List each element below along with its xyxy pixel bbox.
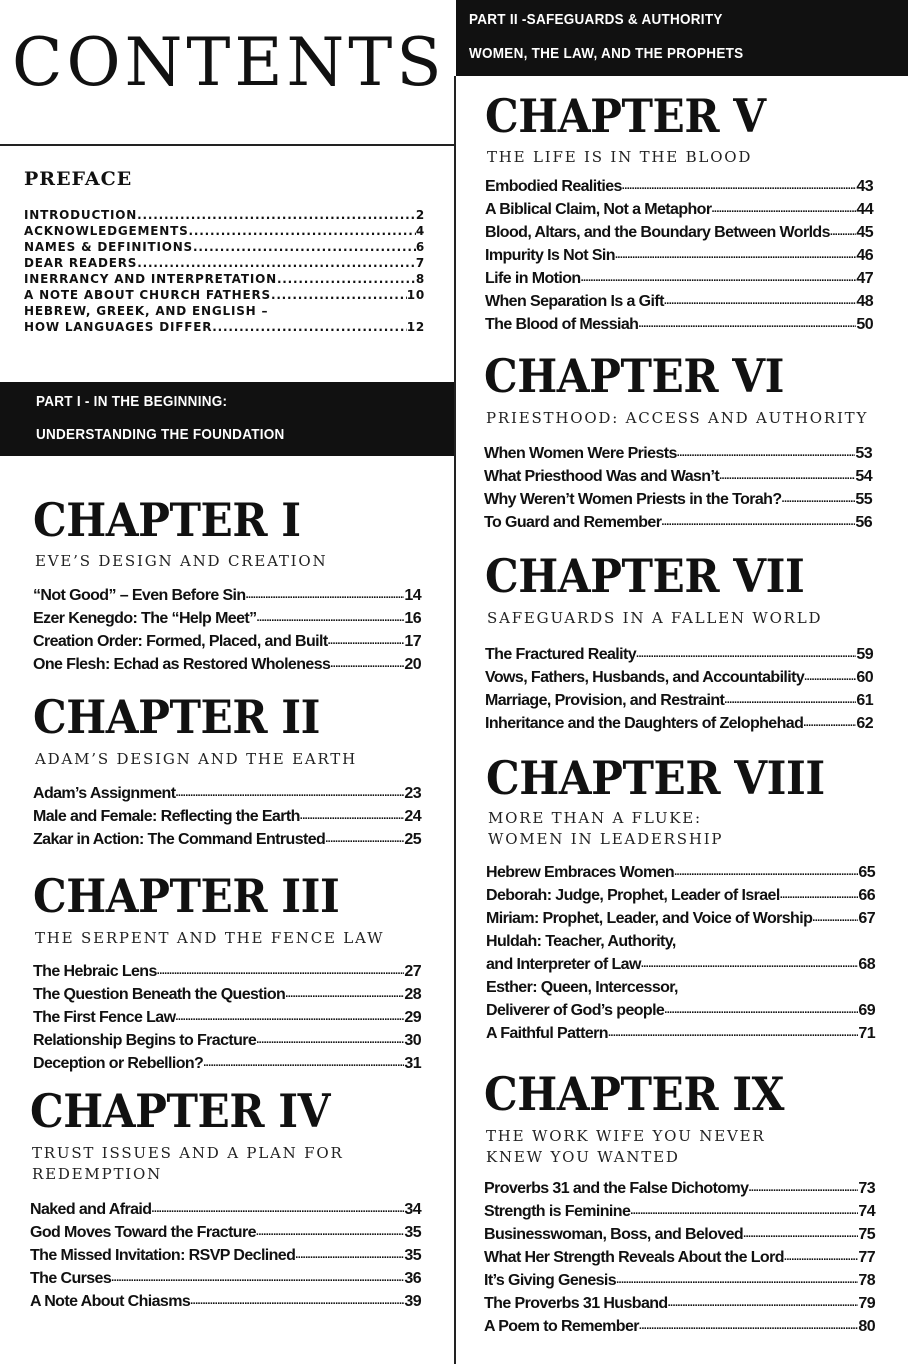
entry-page: 45 xyxy=(856,224,873,241)
toc-entry xyxy=(30,1244,421,1267)
entry-title: HEBREW, GREEK, AND ENGLISH – xyxy=(24,304,269,318)
entry-page: 69 xyxy=(858,1002,875,1019)
entry-page: 43 xyxy=(856,178,873,195)
dot-leader xyxy=(630,1200,858,1223)
entry-page: 74 xyxy=(858,1203,875,1220)
preface-entry xyxy=(24,223,425,239)
chapter-title: CHAPTER VIII xyxy=(486,751,825,805)
entry-title: Strength is Feminine xyxy=(484,1203,631,1220)
entry-page: 79 xyxy=(858,1295,875,1312)
part-one-subtitle: UNDERSTANDING THE FOUNDATION xyxy=(36,426,285,443)
entry-title: Relationship Begins to Fracture xyxy=(33,1032,257,1049)
toc-entry xyxy=(33,1006,421,1029)
toc-entry xyxy=(485,175,873,198)
entry-title: To Guard and Remember xyxy=(484,514,662,531)
dot-leader xyxy=(157,960,405,983)
entry-page: 4 xyxy=(415,224,425,238)
entry-title: Proverbs 31 and the False Dichotomy xyxy=(484,1180,749,1197)
entry-title: God Moves Toward the Fracture xyxy=(30,1224,256,1241)
entry-page: 16 xyxy=(404,610,421,627)
entry-page: 39 xyxy=(404,1293,421,1310)
chapter-title: CHAPTER VII xyxy=(485,549,805,603)
dot-leader xyxy=(203,1052,404,1075)
entry-page: 53 xyxy=(855,445,872,462)
chapter-title: CHAPTER III xyxy=(33,869,340,923)
chapter-subtitle-line: MORE THAN A FLUKE: xyxy=(488,809,702,827)
entry-title: HOW LANGUAGES DIFFER xyxy=(24,320,213,334)
entry-page: 8 xyxy=(415,272,425,286)
preface-entry xyxy=(24,303,425,319)
entry-title: The Blood of Messiah xyxy=(485,316,639,333)
toc-entry xyxy=(484,488,872,511)
toc-entry xyxy=(485,666,873,689)
entry-page: 29 xyxy=(404,1009,421,1026)
entry-title: The Question Beneath the Question xyxy=(33,986,286,1003)
entry-page: 30 xyxy=(404,1032,421,1049)
toc-entry xyxy=(484,1200,875,1223)
entry-title: What Priesthood Was and Wasn’t xyxy=(484,468,720,485)
entry-page: 28 xyxy=(404,986,421,1003)
entry-title: It’s Giving Genesis xyxy=(484,1272,617,1289)
part-one-title: PART I - IN THE BEGINNING: xyxy=(36,393,228,410)
column-divider xyxy=(454,76,456,1364)
toc-entry xyxy=(485,313,873,336)
chapter-title: CHAPTER II xyxy=(33,690,320,744)
dot-leader xyxy=(137,255,416,271)
dot-leader xyxy=(175,782,404,805)
chapter-subtitle xyxy=(35,928,384,949)
dot-leader xyxy=(137,207,416,223)
entry-page: 24 xyxy=(404,808,421,825)
chapter-entries xyxy=(485,175,873,336)
dot-leader xyxy=(277,271,416,287)
dot-leader xyxy=(256,1029,404,1052)
entry-title: A Note About Chiasms xyxy=(30,1293,191,1310)
dot-leader xyxy=(804,666,856,689)
entry-title: Blood, Altars, and the Boundary Between Worlds xyxy=(485,224,830,241)
entry-title: One Flesh: Echad as Restored Wholeness xyxy=(33,656,331,673)
entry-page: 27 xyxy=(404,963,421,980)
chapter-title: CHAPTER IV xyxy=(30,1084,331,1138)
entry-title: The Curses xyxy=(30,1270,112,1287)
chapter-subtitle-line: REDEMPTION xyxy=(32,1165,163,1183)
toc-entry xyxy=(33,805,421,828)
chapter-subtitle-line: KNEW YOU WANTED xyxy=(486,1148,680,1166)
entry-title: When Separation Is a Gift xyxy=(485,293,664,310)
toc-entry xyxy=(484,1315,875,1338)
dot-leader xyxy=(748,1177,858,1200)
chapter-subtitle-line: PRIESTHOOD: ACCESS AND AUTHORITY xyxy=(486,409,869,427)
part-one-banner xyxy=(0,382,454,456)
dot-leader xyxy=(295,1244,404,1267)
chapter-title: CHAPTER IX xyxy=(484,1067,785,1121)
dot-leader xyxy=(661,511,855,534)
entry-page: 59 xyxy=(856,646,873,663)
entry-title: Ezer Kenegdo: The “Help Meet” xyxy=(33,610,257,627)
dot-leader xyxy=(190,1290,404,1313)
entry-page: 44 xyxy=(856,201,873,218)
chapter-subtitle-line: EVE’S DESIGN AND CREATION xyxy=(35,552,328,570)
entry-title: Deborah: Judge, Prophet, Leader of Israel xyxy=(486,887,780,904)
dot-leader xyxy=(639,1315,859,1338)
entry-title: Huldah: Teacher, Authority, xyxy=(486,933,676,950)
entry-title: Deception or Rebellion? xyxy=(33,1055,204,1072)
entry-title: Businesswoman, Boss, and Beloved xyxy=(484,1226,744,1243)
dot-leader xyxy=(175,1006,404,1029)
dot-leader xyxy=(246,584,405,607)
entry-page: 34 xyxy=(404,1201,421,1218)
toc-entry xyxy=(30,1198,421,1221)
entry-title: INTRODUCTION xyxy=(24,208,138,222)
part-two-subtitle: WOMEN, THE LAW, AND THE PROPHETS xyxy=(469,45,744,62)
entry-title: The Hebraic Lens xyxy=(33,963,157,980)
chapter-subtitle xyxy=(35,551,327,572)
preface-entry xyxy=(24,319,425,335)
toc-entry xyxy=(485,221,873,244)
dot-leader xyxy=(328,630,405,653)
entry-page: 62 xyxy=(856,715,873,732)
toc-entry xyxy=(33,782,421,805)
dot-leader xyxy=(676,930,875,953)
chapter-entries xyxy=(485,643,873,735)
entry-page: 67 xyxy=(858,910,875,927)
dot-leader xyxy=(678,976,875,999)
dot-leader xyxy=(803,712,856,735)
dot-leader xyxy=(608,1022,858,1045)
entry-page: 80 xyxy=(858,1318,875,1335)
chapter-subtitle xyxy=(486,408,868,429)
entry-page: 61 xyxy=(856,692,873,709)
dot-leader xyxy=(664,999,858,1022)
entry-page: 35 xyxy=(404,1224,421,1241)
entry-title: Creation Order: Formed, Placed, and Built xyxy=(33,633,328,650)
dot-leader xyxy=(830,221,857,244)
chapter-subtitle-line: TRUST ISSUES AND A PLAN FOR xyxy=(32,1144,344,1162)
toc-entry xyxy=(486,930,875,953)
toc-entry xyxy=(484,511,872,534)
toc-entry xyxy=(33,584,421,607)
toc-entry xyxy=(30,1290,421,1313)
dot-leader xyxy=(300,805,405,828)
dot-leader xyxy=(581,267,857,290)
toc-entry xyxy=(484,1177,875,1200)
entry-title: The Fractured Reality xyxy=(485,646,637,663)
entry-page: 23 xyxy=(404,785,421,802)
entry-title: DEAR READERS xyxy=(24,256,138,270)
entry-title: Impurity Is Not Sin xyxy=(485,247,615,264)
toc-entry xyxy=(33,630,421,653)
toc-entry xyxy=(484,1223,875,1246)
entry-title: Marriage, Provision, and Restraint xyxy=(485,692,725,709)
entry-page: 7 xyxy=(415,256,425,270)
chapter-subtitle xyxy=(32,1143,344,1185)
entry-title: INERRANCY AND INTERPRETATION xyxy=(24,272,277,286)
entry-page: 60 xyxy=(856,669,873,686)
entry-page: 17 xyxy=(404,633,421,650)
dot-leader xyxy=(636,643,856,666)
dot-leader xyxy=(677,442,856,465)
entry-title: ACKNOWLEDGEMENTS xyxy=(24,224,189,238)
dot-leader xyxy=(812,907,858,930)
dot-leader xyxy=(616,1269,858,1292)
chapter-title: CHAPTER I xyxy=(33,493,301,547)
dot-leader xyxy=(325,828,404,851)
entry-title: What Her Strength Reveals About the Lord xyxy=(484,1249,784,1266)
preface-entry xyxy=(24,255,425,271)
chapter-subtitle xyxy=(486,1126,765,1168)
title-divider xyxy=(0,144,455,146)
entry-title: Miriam: Prophet, Leader, and Voice of Worship xyxy=(486,910,813,927)
entry-title: Embodied Realities xyxy=(485,178,622,195)
entry-page: 75 xyxy=(858,1226,875,1243)
entry-page: 46 xyxy=(856,247,873,264)
dot-leader xyxy=(271,287,407,303)
entry-title: Zakar in Action: The Command Entrusted xyxy=(33,831,326,848)
chapter-title: CHAPTER VI xyxy=(484,349,785,403)
entry-title: Why Weren’t Women Priests in the Torah? xyxy=(484,491,782,508)
toc-entry xyxy=(485,290,873,313)
toc-entry xyxy=(486,999,875,1022)
toc-entry xyxy=(485,712,873,735)
dot-leader xyxy=(743,1223,858,1246)
toc-entry xyxy=(30,1221,421,1244)
toc-entry xyxy=(484,1292,875,1315)
entry-title: A NOTE ABOUT CHURCH FATHERS xyxy=(24,288,271,302)
dot-leader xyxy=(257,607,405,630)
entry-page: 25 xyxy=(404,831,421,848)
entry-page: 14 xyxy=(404,587,421,604)
preface-list xyxy=(24,207,425,335)
entry-title: “Not Good” – Even Before Sin xyxy=(33,587,246,604)
toc-entry xyxy=(486,907,875,930)
toc-entry xyxy=(484,442,872,465)
entry-page: 65 xyxy=(858,864,875,881)
toc-entry xyxy=(33,1029,421,1052)
entry-page: 66 xyxy=(858,887,875,904)
preface-heading: PREFACE xyxy=(24,168,133,190)
entry-page: 68 xyxy=(858,956,875,973)
dot-leader xyxy=(780,884,859,907)
chapter-title: CHAPTER V xyxy=(485,89,766,143)
toc-entry xyxy=(486,953,875,976)
entry-page: 6 xyxy=(415,240,425,254)
dot-leader xyxy=(151,1198,404,1221)
dot-leader xyxy=(256,1221,404,1244)
chapter-entries xyxy=(486,861,875,1045)
toc-entry xyxy=(485,244,873,267)
entry-page: 78 xyxy=(858,1272,875,1289)
entry-title: NAMES & DEFINITIONS xyxy=(24,240,193,254)
chapter-subtitle-line: THE WORK WIFE YOU NEVER xyxy=(486,1127,766,1145)
entry-page: 77 xyxy=(858,1249,875,1266)
toc-entry xyxy=(486,976,875,999)
chapter-subtitle-line: ADAM’S DESIGN AND THE EARTH xyxy=(35,750,357,768)
entry-page: 10 xyxy=(406,288,425,302)
entry-page: 73 xyxy=(858,1180,875,1197)
toc-entry xyxy=(484,1269,875,1292)
toc-entry xyxy=(33,653,421,676)
dot-leader xyxy=(212,319,406,335)
chapter-subtitle-line: THE LIFE IS IN THE BLOOD xyxy=(487,148,753,166)
dot-leader xyxy=(674,861,858,884)
toc-entry xyxy=(33,983,421,1006)
entry-page: 31 xyxy=(404,1055,421,1072)
toc-entry xyxy=(33,960,421,983)
chapter-entries xyxy=(30,1198,421,1313)
dot-leader xyxy=(111,1267,404,1290)
entry-page: 35 xyxy=(404,1247,421,1264)
chapter-entries xyxy=(484,442,872,534)
dot-leader xyxy=(711,198,856,221)
entry-title: Inheritance and the Daughters of Zelophehad xyxy=(485,715,804,732)
contents-title: CONTENTS xyxy=(12,24,446,101)
entry-title: The Missed Invitation: RSVP Declined xyxy=(30,1247,296,1264)
toc-entry xyxy=(484,465,872,488)
toc-entry xyxy=(485,643,873,666)
chapter-subtitle xyxy=(488,808,723,850)
entry-page: 36 xyxy=(404,1270,421,1287)
preface-entry xyxy=(24,287,425,303)
entry-title: A Faithful Pattern xyxy=(486,1025,608,1042)
entry-title: The Proverbs 31 Husband xyxy=(484,1295,668,1312)
part-two-title: PART II -SAFEGUARDS & AUTHORITY xyxy=(469,11,723,28)
entry-page: 20 xyxy=(404,656,421,673)
chapter-subtitle xyxy=(487,147,752,168)
entry-title: Male and Female: Reflecting the Earth xyxy=(33,808,300,825)
chapter-subtitle-line: SAFEGUARDS IN A FALLEN WORLD xyxy=(487,609,823,627)
entry-page: 47 xyxy=(856,270,873,287)
chapter-entries xyxy=(33,782,421,851)
toc-entry xyxy=(484,1246,875,1269)
entry-page: 71 xyxy=(858,1025,875,1042)
entry-page: 50 xyxy=(856,316,873,333)
entry-page: 12 xyxy=(406,320,425,334)
toc-entry xyxy=(486,884,875,907)
entry-title: Life in Motion xyxy=(485,270,581,287)
entry-page: 54 xyxy=(855,468,872,485)
toc-entry xyxy=(485,198,873,221)
toc-entry xyxy=(486,861,875,884)
dot-leader xyxy=(641,953,859,976)
chapter-subtitle-line: THE SERPENT AND THE FENCE LAW xyxy=(35,929,385,947)
entry-title: The First Fence Law xyxy=(33,1009,176,1026)
dot-leader xyxy=(664,290,857,313)
dot-leader xyxy=(330,653,404,676)
toc-entry xyxy=(485,689,873,712)
toc-entry xyxy=(486,1022,875,1045)
chapter-subtitle xyxy=(487,608,822,629)
toc-entry xyxy=(33,828,421,851)
dot-leader xyxy=(719,465,855,488)
toc-entry xyxy=(33,1052,421,1075)
preface-entry xyxy=(24,207,425,223)
entry-page: 48 xyxy=(856,293,873,310)
toc-entry xyxy=(30,1267,421,1290)
entry-title: When Women Were Priests xyxy=(484,445,677,462)
dot-leader xyxy=(724,689,856,712)
entry-page: 56 xyxy=(855,514,872,531)
entry-title: A Biblical Claim, Not a Metaphor xyxy=(485,201,712,218)
entry-title: Vows, Fathers, Husbands, and Accountability xyxy=(485,669,805,686)
entry-title: Esther: Queen, Intercessor, xyxy=(486,979,678,996)
chapter-entries xyxy=(33,584,421,676)
toc-entry xyxy=(485,267,873,290)
part-two-banner xyxy=(456,0,908,76)
preface-entry xyxy=(24,271,425,287)
entry-title: Hebrew Embraces Women xyxy=(486,864,675,881)
chapter-subtitle-line: WOMEN IN LEADERSHIP xyxy=(488,830,724,848)
dot-leader xyxy=(638,313,856,336)
entry-title: Naked and Afraid xyxy=(30,1201,152,1218)
entry-title: A Poem to Remember xyxy=(484,1318,639,1335)
dot-leader xyxy=(189,223,416,239)
dot-leader xyxy=(668,1292,859,1315)
entry-title: and Interpreter of Law xyxy=(486,956,641,973)
dot-leader xyxy=(782,488,856,511)
chapter-subtitle xyxy=(35,749,357,770)
dot-leader xyxy=(784,1246,859,1269)
entry-page: 55 xyxy=(855,491,872,508)
dot-leader xyxy=(615,244,856,267)
chapter-entries xyxy=(484,1177,875,1338)
dot-leader xyxy=(622,175,857,198)
dot-leader xyxy=(193,239,416,255)
entry-page: 2 xyxy=(415,208,425,222)
preface-entry xyxy=(24,239,425,255)
entry-title: Adam’s Assignment xyxy=(33,785,176,802)
toc-entry xyxy=(33,607,421,630)
entry-title: Deliverer of God’s people xyxy=(486,1002,665,1019)
chapter-entries xyxy=(33,960,421,1075)
dot-leader xyxy=(285,983,404,1006)
